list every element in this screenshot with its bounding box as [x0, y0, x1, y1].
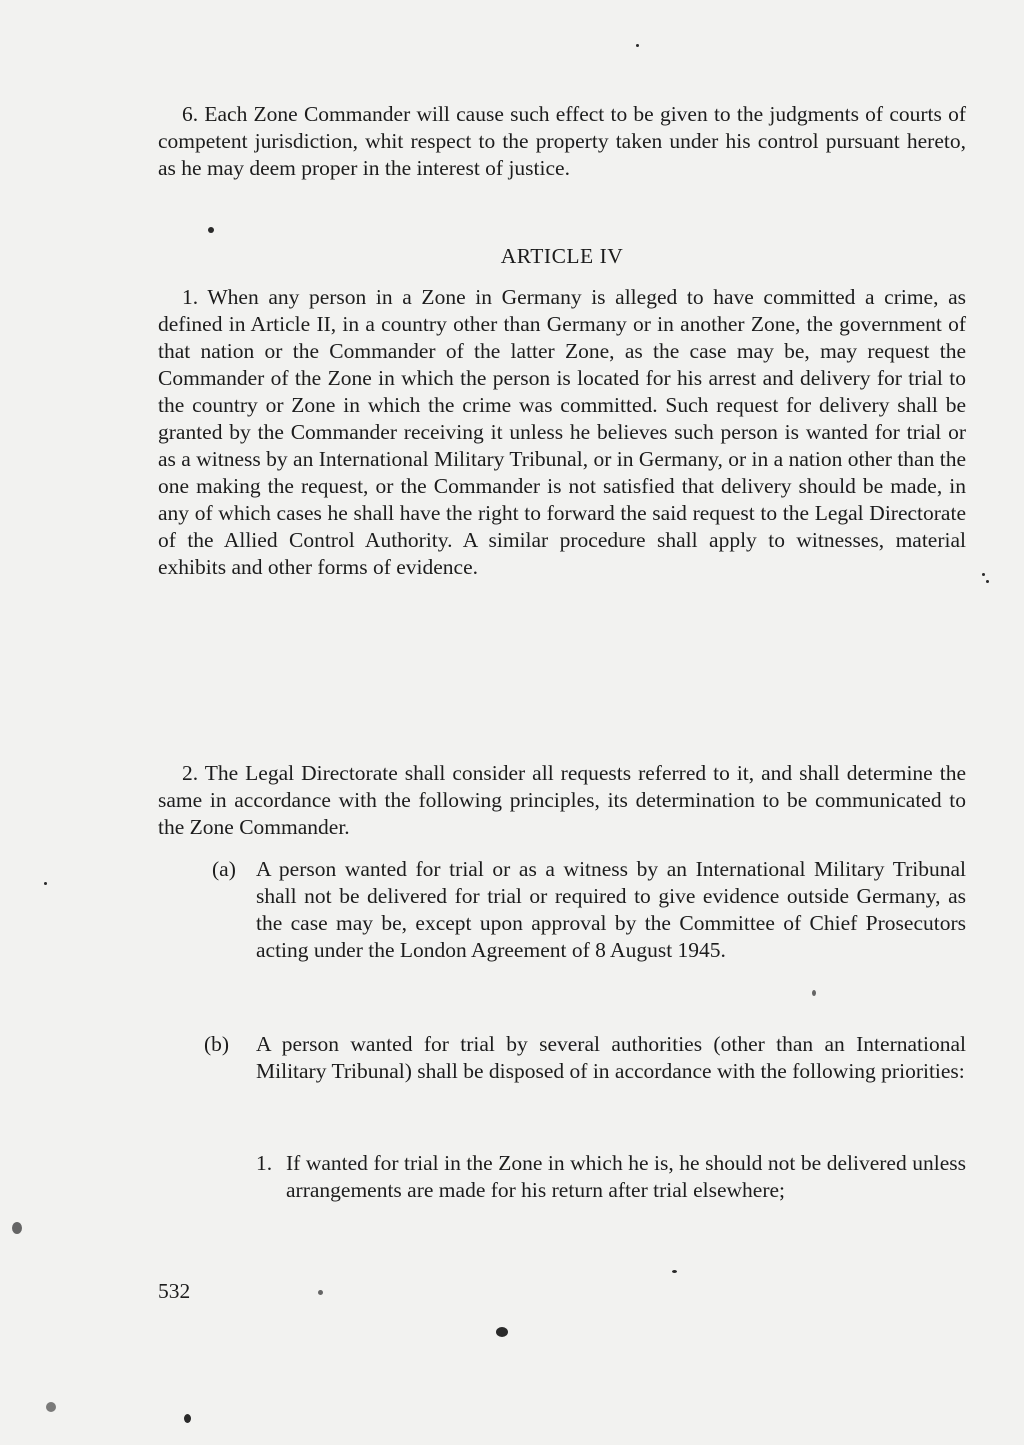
scan-speck [46, 1402, 56, 1412]
sub-item-b [204, 1031, 966, 1085]
scan-speck [44, 882, 47, 885]
sub-item-a-text: A person wanted for trial or as a witness by an International Military Tribunal shall not be delivered for trial or required to give evidence outside Germany, as the case may be, except upon approval by the Committee of Chief Prosecutors acting under the London Agreement of 8 August 1945. [256, 857, 966, 962]
scan-speck [208, 227, 214, 233]
priority-item-1-label: 1. [256, 1151, 273, 1175]
page-number: 532 [158, 1279, 191, 1303]
scan-speck [986, 580, 989, 583]
article-iv-paragraph-1: 1. When any person in a Zone in Germany is alleged to have committed a crime, as defined in Article II, in a country other than Germany or in another Zone, the government of that nation or the Commander of the latter Zone, as the case may be, may request the Commander of the Zone in which the person is located for his arrest and delivery for trial to the country or Zone in which the crime was committed. Such request for delivery shall be granted by the Commander receiving it unless he believes such person is wanted for trial or as a witness by an International Military Tribunal, or in Germany, or in a nation other than the one making the request, or the Commander is not satisfied that delivery should be made, in any of which cases he shall have the right to forward the said request to the Legal Directorate of the Allied Control Authority. A similar procedure shall apply to witnesses, material exhibits and other forms of evidence. [158, 285, 966, 579]
scan-speck [812, 990, 816, 996]
scan-speck [318, 1290, 323, 1295]
article-iv-paragraph-2: 2. The Legal Directorate shall consider all requests referred to it, and shall determine the same in accordance with the following principles, its determination to be communicated to the Zone Commander. [158, 761, 966, 839]
scan-speck [12, 1222, 22, 1234]
paragraph-6: 6. Each Zone Commander will cause such effect to be given to the judgments of courts of competent jurisdiction, whit respect to the property taken under his control pursuant hereto, as he may deem proper in the interest of justice. [158, 102, 966, 180]
sub-item-b-label: (b) [204, 1032, 230, 1056]
priority-item-1 [256, 1150, 966, 1204]
scan-speck [982, 573, 985, 576]
sub-item-a-label: (a) [212, 857, 236, 881]
sub-item-a [212, 856, 966, 964]
article-heading: ARTICLE IV [500, 244, 624, 268]
scan-speck [636, 44, 639, 47]
priority-item-1-text: If wanted for trial in the Zone in which he is, he should not be delivered unless arrangements are made for his return after trial elsewhere; [286, 1151, 966, 1202]
scan-speck [184, 1414, 191, 1423]
scan-speck [672, 1270, 677, 1273]
scan-speck [496, 1327, 508, 1337]
sub-item-b-text: A person wanted for trial by several authorities (other than an International Military Tribunal) shall be disposed of in accordance with the following priorities: [256, 1032, 966, 1083]
